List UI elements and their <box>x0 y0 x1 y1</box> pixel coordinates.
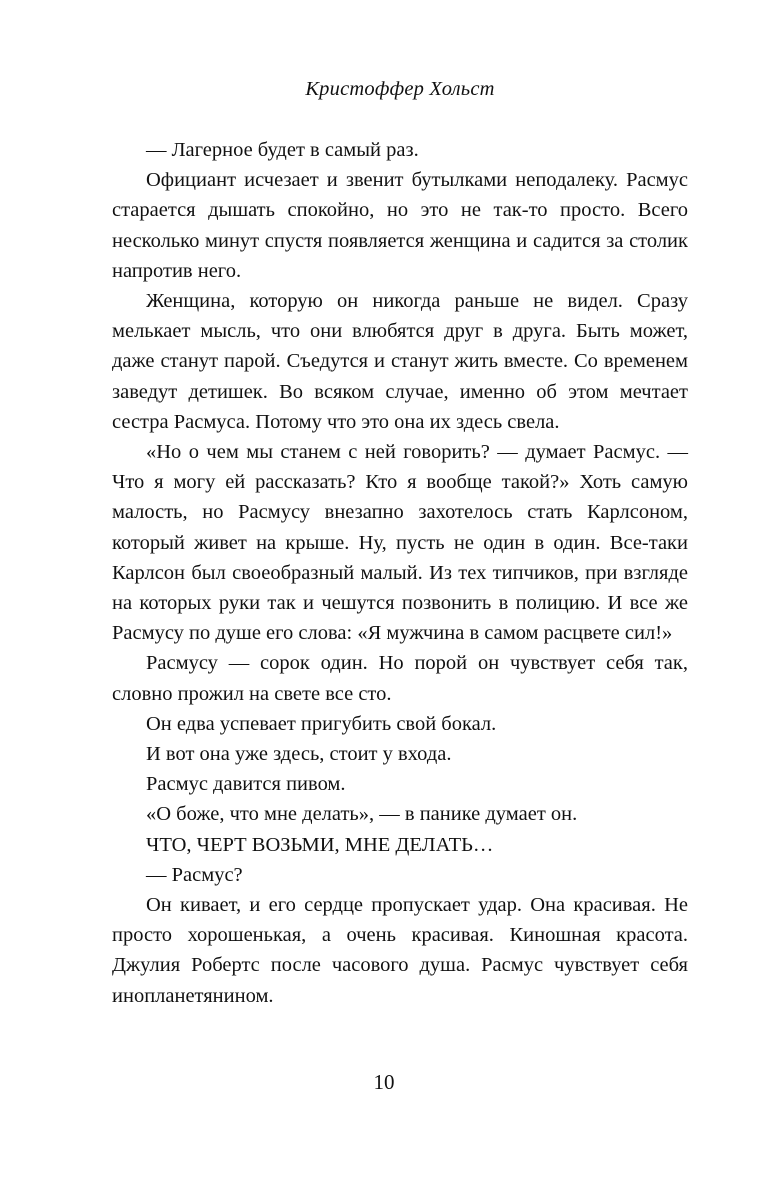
running-head-author: Кристоффер Хольст <box>305 78 495 100</box>
paragraph: ЧТО, ЧЕРТ ВОЗЬМИ, МНЕ ДЕЛАТЬ… <box>146 833 494 856</box>
paragraph: Он кивает, и его сердце пропускает удар. Она красивая. Не просто хорошенькая, а очень красивая. Киношная красота. Джулия Робертс после часового душа. Расмус чувствует себя инопланетянином. <box>112 894 688 1007</box>
paragraph: — Расмус? <box>146 863 243 886</box>
paragraph: Женщина, которую он никогда раньше не видел. Сразу мелькает мысль, что они влюбятся друг в друга. Быть может, даже станут парой. Съедутся и станут жить вместе. Со временем заведут детишек. Во всяком случае, именно об этом мечтает сестра Расмуса. Потому что это она их здесь свела. <box>112 290 688 433</box>
paragraph: Расмусу — сорок один. Но порой он чувствует себя так, словно прожил на свете все сто. <box>112 652 688 705</box>
paragraph: Расмус давится пивом. <box>146 773 346 796</box>
page-number: 10 <box>373 1070 395 1094</box>
paragraph: Он едва успевает пригубить свой бокал. <box>146 712 497 735</box>
page-body-text <box>112 135 688 1011</box>
paragraph: — Лагерное будет в самый раз. <box>146 139 419 161</box>
paragraph: «Но о чем мы станем с ней говорить? — думает Расмус. — Что я могу ей рассказать? Кто я вообще такой?» Хоть самую малость, но Расмусу внезапно захотелось стать Карлсоном, который живет на крыше. Ну, пусть не один в один. Все-таки Карлсон был своеобразный малый. Из тех типчиков, при взгляде на которых руки так и чешутся позвонить в полицию. И все же Расмусу по душе его слова: «Я мужчина в самом расцвете сил!» <box>112 441 688 645</box>
paragraph: «О боже, что мне делать», — в панике думает он. <box>146 803 578 826</box>
paragraph: И вот она уже здесь, стоит у входа. <box>146 743 452 766</box>
paragraph: Официант исчезает и звенит бутылками неподалеку. Расмус старается дышать спокойно, но это не так-то просто. Всего несколько минут спустя появляется женщина и садится за столик напротив него. <box>112 169 688 282</box>
